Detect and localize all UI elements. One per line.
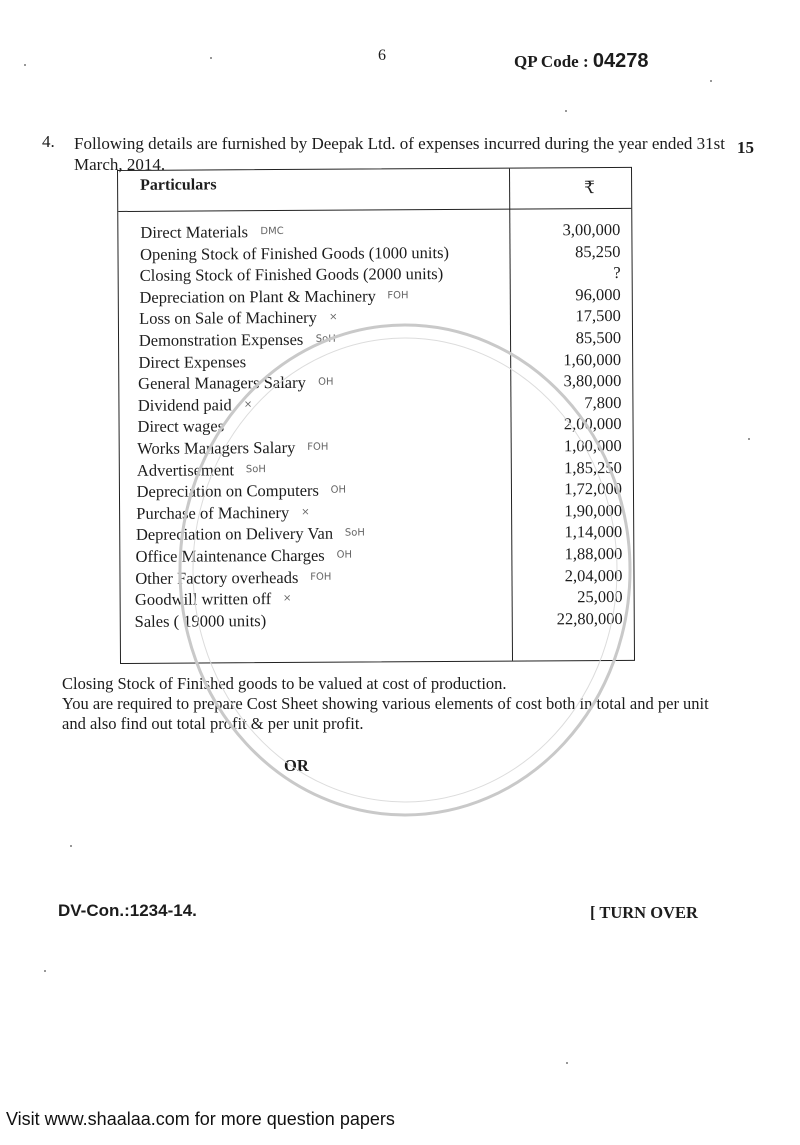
table-row xyxy=(140,220,630,244)
handwritten-note: × xyxy=(243,398,253,411)
row-amount: 22,80,000 xyxy=(556,608,623,629)
scan-speck xyxy=(566,1062,568,1064)
row-particular: Purchase of Machinery xyxy=(136,502,290,523)
scan-speck xyxy=(70,845,72,847)
row-amount: 25,000 xyxy=(577,587,623,607)
scan-speck xyxy=(710,80,712,82)
table-row xyxy=(137,479,627,503)
table-row xyxy=(138,349,628,373)
row-particular: Depreciation on Plant & Machinery xyxy=(139,286,376,307)
row-amount: 1,88,000 xyxy=(564,543,623,564)
handwritten-note: SoH xyxy=(344,527,365,540)
table-row xyxy=(140,241,630,265)
table-row xyxy=(136,544,626,568)
handwritten-note: × xyxy=(282,593,292,605)
row-amount: 17,500 xyxy=(575,306,621,326)
table-row xyxy=(138,393,628,417)
handwritten-note: OH xyxy=(336,549,353,561)
table-row xyxy=(136,522,626,546)
row-amount: 7,800 xyxy=(584,392,622,412)
row-amount: ? xyxy=(613,263,621,283)
row-amount: 85,250 xyxy=(575,241,621,261)
row-particular: Depreciation on Computers xyxy=(136,480,319,502)
row-amount: 2,00,000 xyxy=(563,414,622,434)
question-marks: 15 xyxy=(737,138,754,157)
table-row xyxy=(139,306,629,330)
scan-speck xyxy=(24,64,26,66)
qp-code-label: QP Code : xyxy=(514,52,589,71)
instructions xyxy=(62,674,727,734)
row-amount: 1,90,000 xyxy=(564,500,623,521)
scan-speck xyxy=(748,438,750,440)
row-amount: 1,72,000 xyxy=(564,479,622,499)
handwritten-note: SoH xyxy=(315,333,336,345)
handwritten-note: FOH xyxy=(387,290,409,302)
scan-speck xyxy=(565,110,567,112)
qp-code-value: 04278 xyxy=(592,50,649,72)
row-amount: 85,500 xyxy=(575,327,622,348)
row-amount: 96,000 xyxy=(575,284,621,304)
table-row xyxy=(136,501,626,525)
handwritten-note: FOH xyxy=(310,571,332,583)
table-row xyxy=(138,371,628,395)
row-particular: Direct Expenses xyxy=(138,351,247,372)
table-row xyxy=(139,328,629,352)
row-particular: Dividend paid xyxy=(137,395,232,415)
handwritten-note: OH xyxy=(330,484,346,496)
table-row xyxy=(135,565,625,589)
expenses-table xyxy=(117,167,635,664)
table-row xyxy=(140,263,630,287)
or-separator: OR xyxy=(284,756,309,775)
header-currency: ₹ xyxy=(584,178,596,198)
row-amount: 3,80,000 xyxy=(563,371,622,391)
question-text: Following details are furnished by Deepak Ltd. of expenses incurred during the year ended 31st March, 2014. xyxy=(74,134,726,174)
row-amount: 1,14,000 xyxy=(564,522,623,542)
footer-code: DV-Con.:1234-14. xyxy=(58,901,197,920)
table-row xyxy=(137,414,627,438)
row-particular: Other Factory overheads xyxy=(135,567,299,588)
handwritten-note: DMC xyxy=(260,225,284,238)
instruction-line-2: You are required to prepare Cost Sheet showing various elements of cost both in total and per unit and also find out total profit & per unit profit. xyxy=(62,694,709,733)
qp-code xyxy=(514,50,648,73)
row-particular: Loss on Sale of Machinery xyxy=(139,308,317,329)
row-particular: General Managers Salary xyxy=(138,373,306,394)
instruction-line-1: Closing Stock of Finished goods to be valued at cost of production. xyxy=(62,674,507,693)
turn-over: [ TURN OVER xyxy=(590,903,698,922)
bottom-banner-text: Visit www.shaalaa.com for more question papers xyxy=(6,1109,395,1129)
row-particular: Opening Stock of Finished Goods (1000 units) xyxy=(140,242,450,264)
row-amount: 1,00,000 xyxy=(563,435,622,456)
handwritten-note: FOH xyxy=(307,441,329,453)
handwritten-note: OH xyxy=(318,376,334,388)
handwritten-note: × xyxy=(301,506,310,518)
header-particulars: Particulars xyxy=(140,176,217,194)
row-amount: 1,60,000 xyxy=(563,349,622,369)
row-particular: Works Managers Salary xyxy=(137,437,296,458)
row-particular: Office Maintenance Charges xyxy=(135,545,325,566)
handwritten-note: SoH xyxy=(245,463,266,475)
table-row xyxy=(135,609,625,633)
row-amount: 2,04,000 xyxy=(564,565,623,585)
table-row xyxy=(135,587,625,611)
row-particular: Direct Materials xyxy=(140,222,249,242)
row-particular: Depreciation on Delivery Van xyxy=(135,524,334,545)
table-row xyxy=(137,457,627,481)
row-particular: Demonstration Expenses xyxy=(138,329,304,350)
row-amount: 3,00,000 xyxy=(562,219,621,240)
row-amount: 1,85,250 xyxy=(564,457,622,477)
row-particular: Goodwill written off xyxy=(134,589,272,610)
page-number: 6 xyxy=(378,47,386,64)
row-particular: Direct wages xyxy=(137,416,225,437)
scan-speck xyxy=(210,57,212,59)
table-row xyxy=(137,436,627,460)
row-particular: Closing Stock of Finished Goods (2000 units) xyxy=(139,264,444,286)
scan-speck xyxy=(44,970,46,972)
table-row xyxy=(139,285,629,309)
header-divider xyxy=(118,208,631,212)
handwritten-note: × xyxy=(329,312,338,324)
row-particular: Advertisement xyxy=(136,459,235,480)
question-number: 4. xyxy=(42,132,55,151)
row-particular: Sales ( 19000 units) xyxy=(134,610,267,631)
